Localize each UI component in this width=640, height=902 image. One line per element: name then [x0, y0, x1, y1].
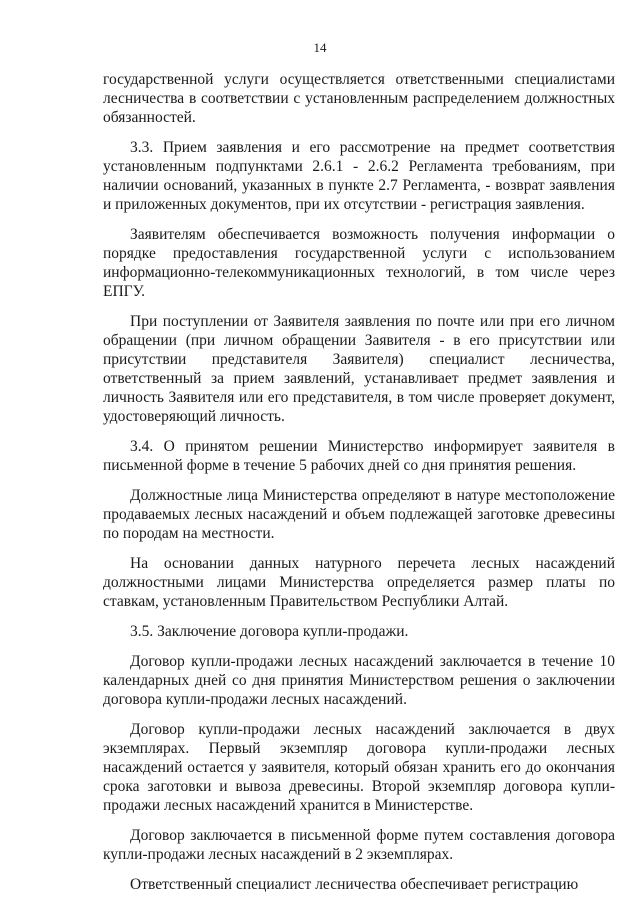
paragraph-continuation: государственной услуги осуществляется ответственными специалистами лесничества в соответствии с установленным распределением должностных обязанностей.	[103, 71, 615, 126]
document-body	[103, 70, 615, 894]
paragraph-application-receipt: При поступлении от Заявителя заявления по почте или при его личном обращении (при личном обращении Заявителя - в его присутствии или присутствии представителя Заявителя) специалист лесничества, ответственный за прием заявлений, устанавливает предмет заявления и личность Заявителя или его представителя, в том числе проверяет документ, удостоверяющий личность.	[103, 313, 615, 425]
paragraph-location-determination: Должностные лица Министерства определяют в натуре местоположение продаваемых лесных насаждений и объем подлежащей заготовке древесины по породам на местности.	[103, 487, 615, 542]
paragraph-contract-copies: Договор купли-продажи лесных насаждений заключается в двух экземплярах. Первый экземпляр договора купли-продажи лесных насаждений остается у заявителя, который обязан хранить его до окончания срока заготовки и вывоза древесины. Второй экземпляр договора купли-продажи лесных насаждений хранится в Министерстве.	[103, 721, 615, 814]
page-number: 14	[313, 40, 327, 55]
paragraph-3-5: 3.5. Заключение договора купли-продажи.	[130, 623, 409, 640]
paragraph-contract-term: Договор купли-продажи лесных насаждений заключается в течение 10 календарных дней со дня принятия Министерством решения о заключении договора купли-продажи лесных насаждений.	[103, 653, 615, 708]
paragraph-registration: Ответственный специалист лесничества обеспечивает регистрацию	[130, 876, 579, 893]
paragraph-3-3: 3.3. Прием заявления и его рассмотрение на предмет соответствия установленным подпунктами 2.6.1 - 2.6.2 Регламента требованиям, при наличии оснований, указанных в пункте 2.7 Регламента, - возврат заявления и приложенных документов, при их отсутствии - регистрация заявления.	[103, 139, 615, 213]
paragraph-3-4: 3.4. О принятом решении Министерство информирует заявителя в письменной форме в течение 5 рабочих дней со дня принятия решения.	[103, 438, 615, 474]
paragraph-written-form: Договор заключается в письменной форме путем составления договора купли-продажи лесных насаждений в 2 экземплярах.	[103, 827, 615, 863]
paragraph-information-access: Заявителям обеспечивается возможность получения информации о порядке предоставления государственной услуги с использованием информационно-телекоммуникационных технологий, в том числе через ЕПГУ.	[103, 226, 615, 300]
paragraph-payment-determination: На основании данных натурного перечета лесных насаждений должностными лицами Министерства определяется размер платы по ставкам, установленным Правительством Республики Алтай.	[103, 555, 615, 610]
